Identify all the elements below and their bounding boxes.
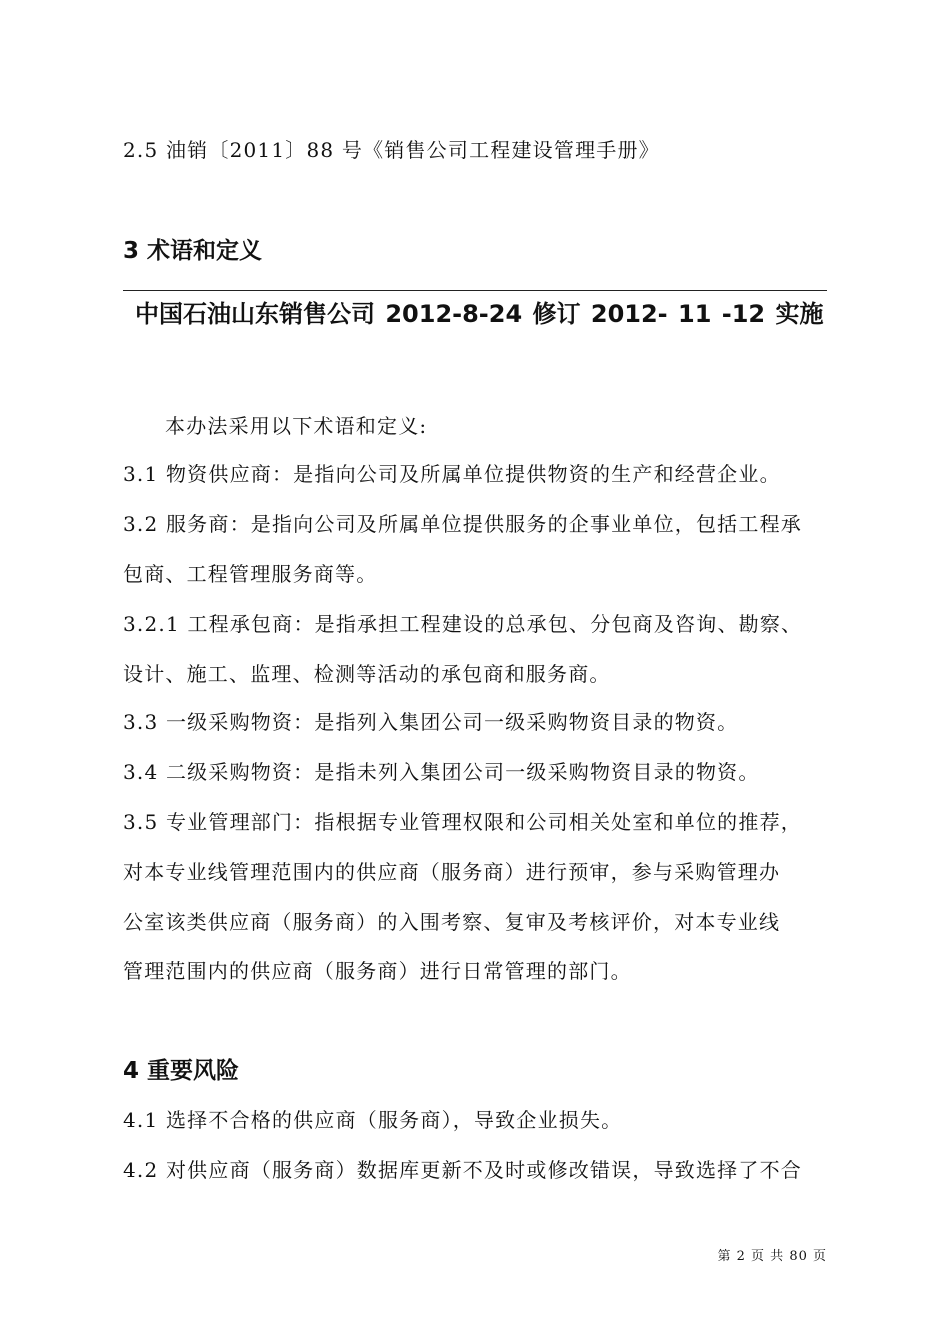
page-number-footer: 第 2 页 共 80 页 — [717, 1249, 827, 1264]
section-3-heading: 3 术语和定义 — [123, 238, 263, 264]
definition-3-4: 3.4 二级采购物资：是指未列入集团公司一级采购物资目录的物资。 — [123, 760, 760, 784]
risk-4-2: 4.2 对供应商（服务商）数据库更新不及时或修改错误，导致选择了不合 — [123, 1158, 802, 1182]
section-4-heading: 4 重要风险 — [123, 1058, 240, 1084]
definition-3-2-1-line1: 3.2.1 工程承包商：是指承担工程建设的总承包、分包商及咨询、勘察、 — [123, 612, 803, 636]
definition-3-1: 3.1 物资供应商：是指向公司及所属单位提供物资的生产和经营企业。 — [123, 462, 781, 486]
definition-3-2-1-line2: 设计、施工、监理、检测等活动的承包商和服务商。 — [123, 662, 611, 686]
header-divider — [123, 290, 827, 291]
definition-3-5-line3: 公室该类供应商（服务商）的入围考察、复审及考核评价，对本专业线 — [123, 910, 781, 934]
definition-3-5-line1: 3.5 专业管理部门：指根据专业管理权限和公司相关处室和单位的推荐， — [123, 810, 802, 834]
terms-intro: 本办法采用以下术语和定义: — [165, 414, 428, 438]
risk-4-1: 4.1 选择不合格的供应商（服务商），导致企业损失。 — [123, 1108, 623, 1132]
definition-3-5-line4: 管理范围内的供应商（服务商）进行日常管理的部门。 — [123, 959, 632, 983]
running-header: 中国石油山东销售公司 2012-8-24 修订 2012- 11 -12 实施 — [135, 300, 824, 328]
definition-3-2-line1: 3.2 服务商：是指向公司及所属单位提供服务的企事业单位，包括工程承 — [123, 512, 802, 536]
definition-3-5-line2: 对本专业线管理范围内的供应商（服务商）进行预审，参与采购管理办 — [123, 860, 781, 884]
definition-3-3: 3.3 一级采购物资：是指列入集团公司一级采购物资目录的物资。 — [123, 710, 739, 734]
reference-2-5: 2.5 油销〔2011〕88 号《销售公司工程建设管理手册》 — [123, 138, 660, 162]
definition-3-2-line2: 包商、工程管理服务商等。 — [123, 562, 378, 586]
